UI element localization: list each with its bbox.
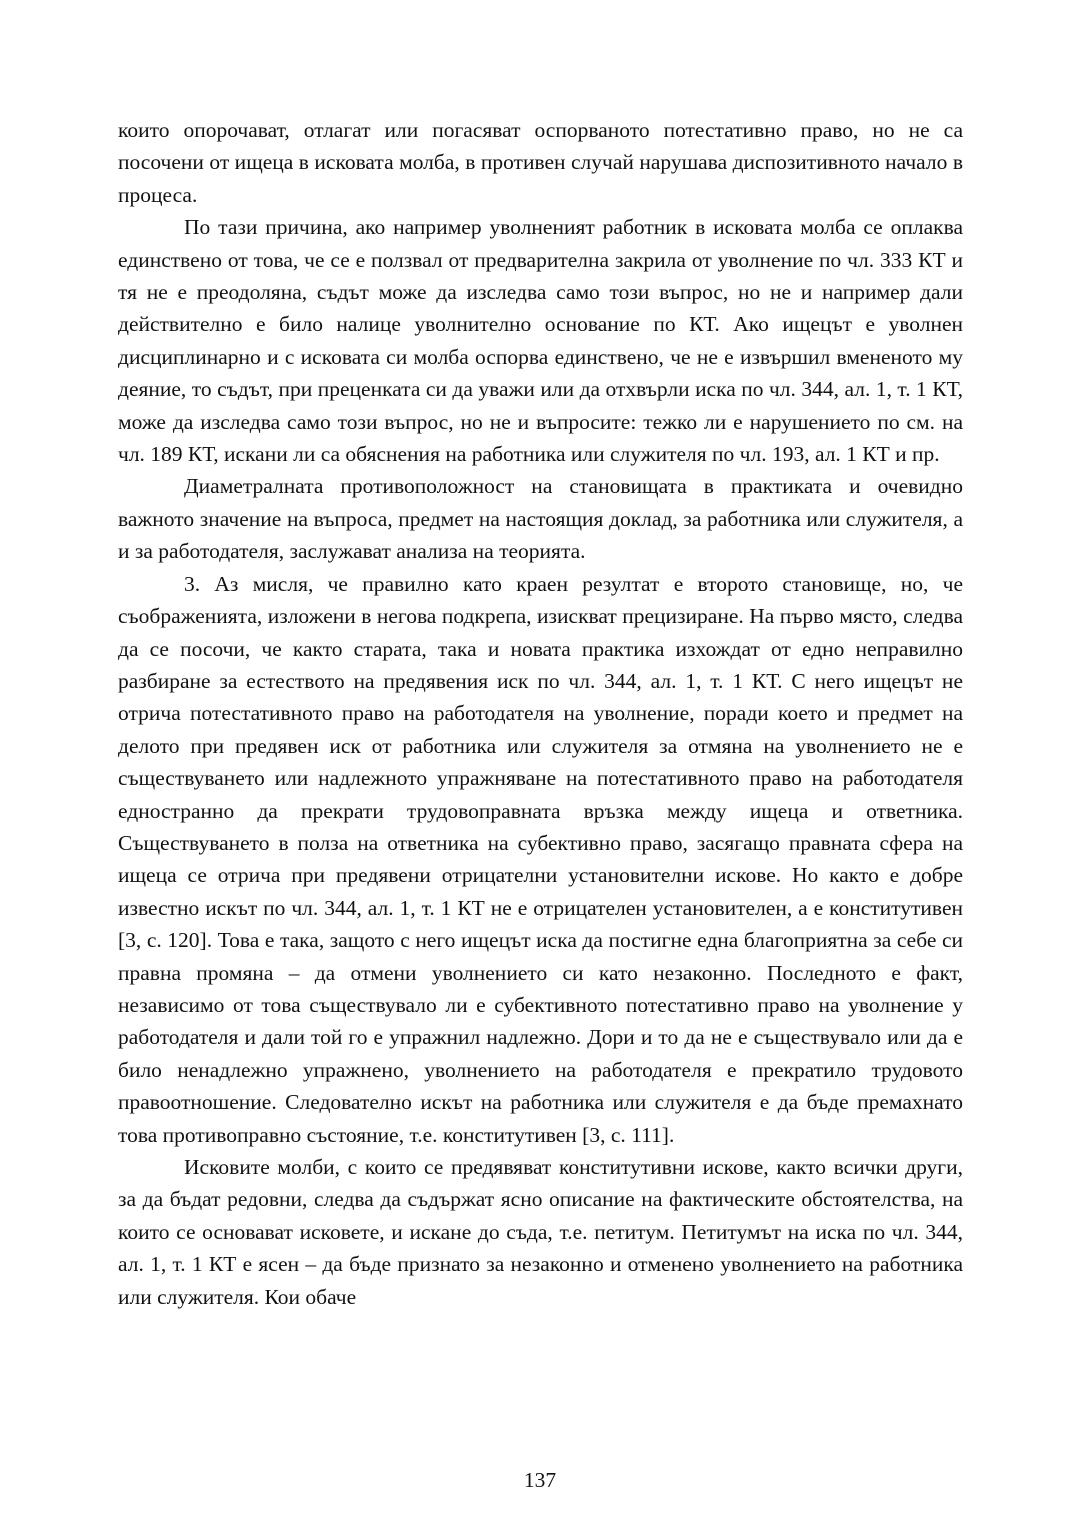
paragraph-continuation: които опорочават, отлагат или погасяват оспорваното потестативно право, но не са посочени от ищеца в исковата молба, в противен случай нарушава диспозитивното начало в процеса. <box>118 118 963 207</box>
page-number: 137 <box>523 1468 557 1492</box>
paragraph-example-art-333: По тази причина, ако например уволненият работник в исковата молба се оплаква единствено от това, че се е ползвал от предварителна закрила от уволнение по чл. 333 КТ и тя не е преодоляна, съдът може да изследва само този въпрос, но не и например дали действително е било налице уволнително основание по КТ. Ако ищецът е уволнен дисциплинарно и с исковата си молба оспорва единствено, че не е извършил вмененото му деяние, то съдът, при преценката си да уважи или да отхвърли иска по чл. 344, ал. 1, т. 1 КТ, може да изследва само този въпрос, но не и въпросите: тежко ли е нарушението по см. на чл. 189 КТ, искани ли са обяснения на работника или служителя по чл. 193, ал. 1 КТ и пр. <box>118 215 963 467</box>
document-page <box>118 114 963 1313</box>
paragraph-contradiction: Диаметралната противоположност на становищата в практиката и очевидно важното значение на въпроса, предмет на настоящия доклад, за работника или служителя, а и за работодателя, заслужават анализа на теорията. <box>118 474 963 564</box>
paragraph-claims: Исковите молби, с които се предявяват конститутивни искове, както всички други, за да бъдат редовни, следва да съдържат ясно описание на фактическите обстоятелства, на които се основават исковете, и искане до съда, т.е. петитум. Петитумът на иска по чл. 344, ал. 1, т. 1 КТ е ясен – да бъде признато за незаконно и отменено уволнението на работника или служителя. Кои обаче <box>118 1155 963 1309</box>
paragraph-section-3: 3. Аз мисля, че правилно като краен резултат е второто становище, но, че съображенията, изложени в негова подкрепа, изискват прецизиране. На първо място, следва да се посочи, че както старата, така и новата практика изхождат от едно неправилно разбиране за естеството на предявения иск по чл. 344, ал. 1, т. 1 КТ. С него ищецът не отрича потестативното право на работодателя на уволнение, поради което и предмет на делото при предявен иск от работника или служителя за отмяна на уволнението не е съществуването или надлежното упражняване на потестативното право на работодателя едностранно да прекрати трудовоправната връзка между ищеца и ответника. Съществуването в полза на ответника на субективно право, засягащо правната сфера на ищеца се отрича при предявени отрицателни установителни искове. Но както е добре известно искът по чл. 344, ал. 1, т. 1 КТ не е отрицателен установителен, а е конститутивен [3, с. 120]. Това е така, защото с него ищецът иска да постигне една благоприятна за себе си правна промяна – да отмени уволнението си като незаконно. Последното е факт, независимо от това съществувало ли е субективното потестативно право на уволнение у работодателя и дали той го е упражнил надлежно. Дори и то да не е съществувало или да е било ненадлежно упражнено, уволнението на работодателя е прекратило трудовото правоотношение. Следователно искът на работника или служителя е да бъде премахнато това противоправно състояние, т.е. конститутивен [3, с. 111]. <box>118 571 963 1147</box>
